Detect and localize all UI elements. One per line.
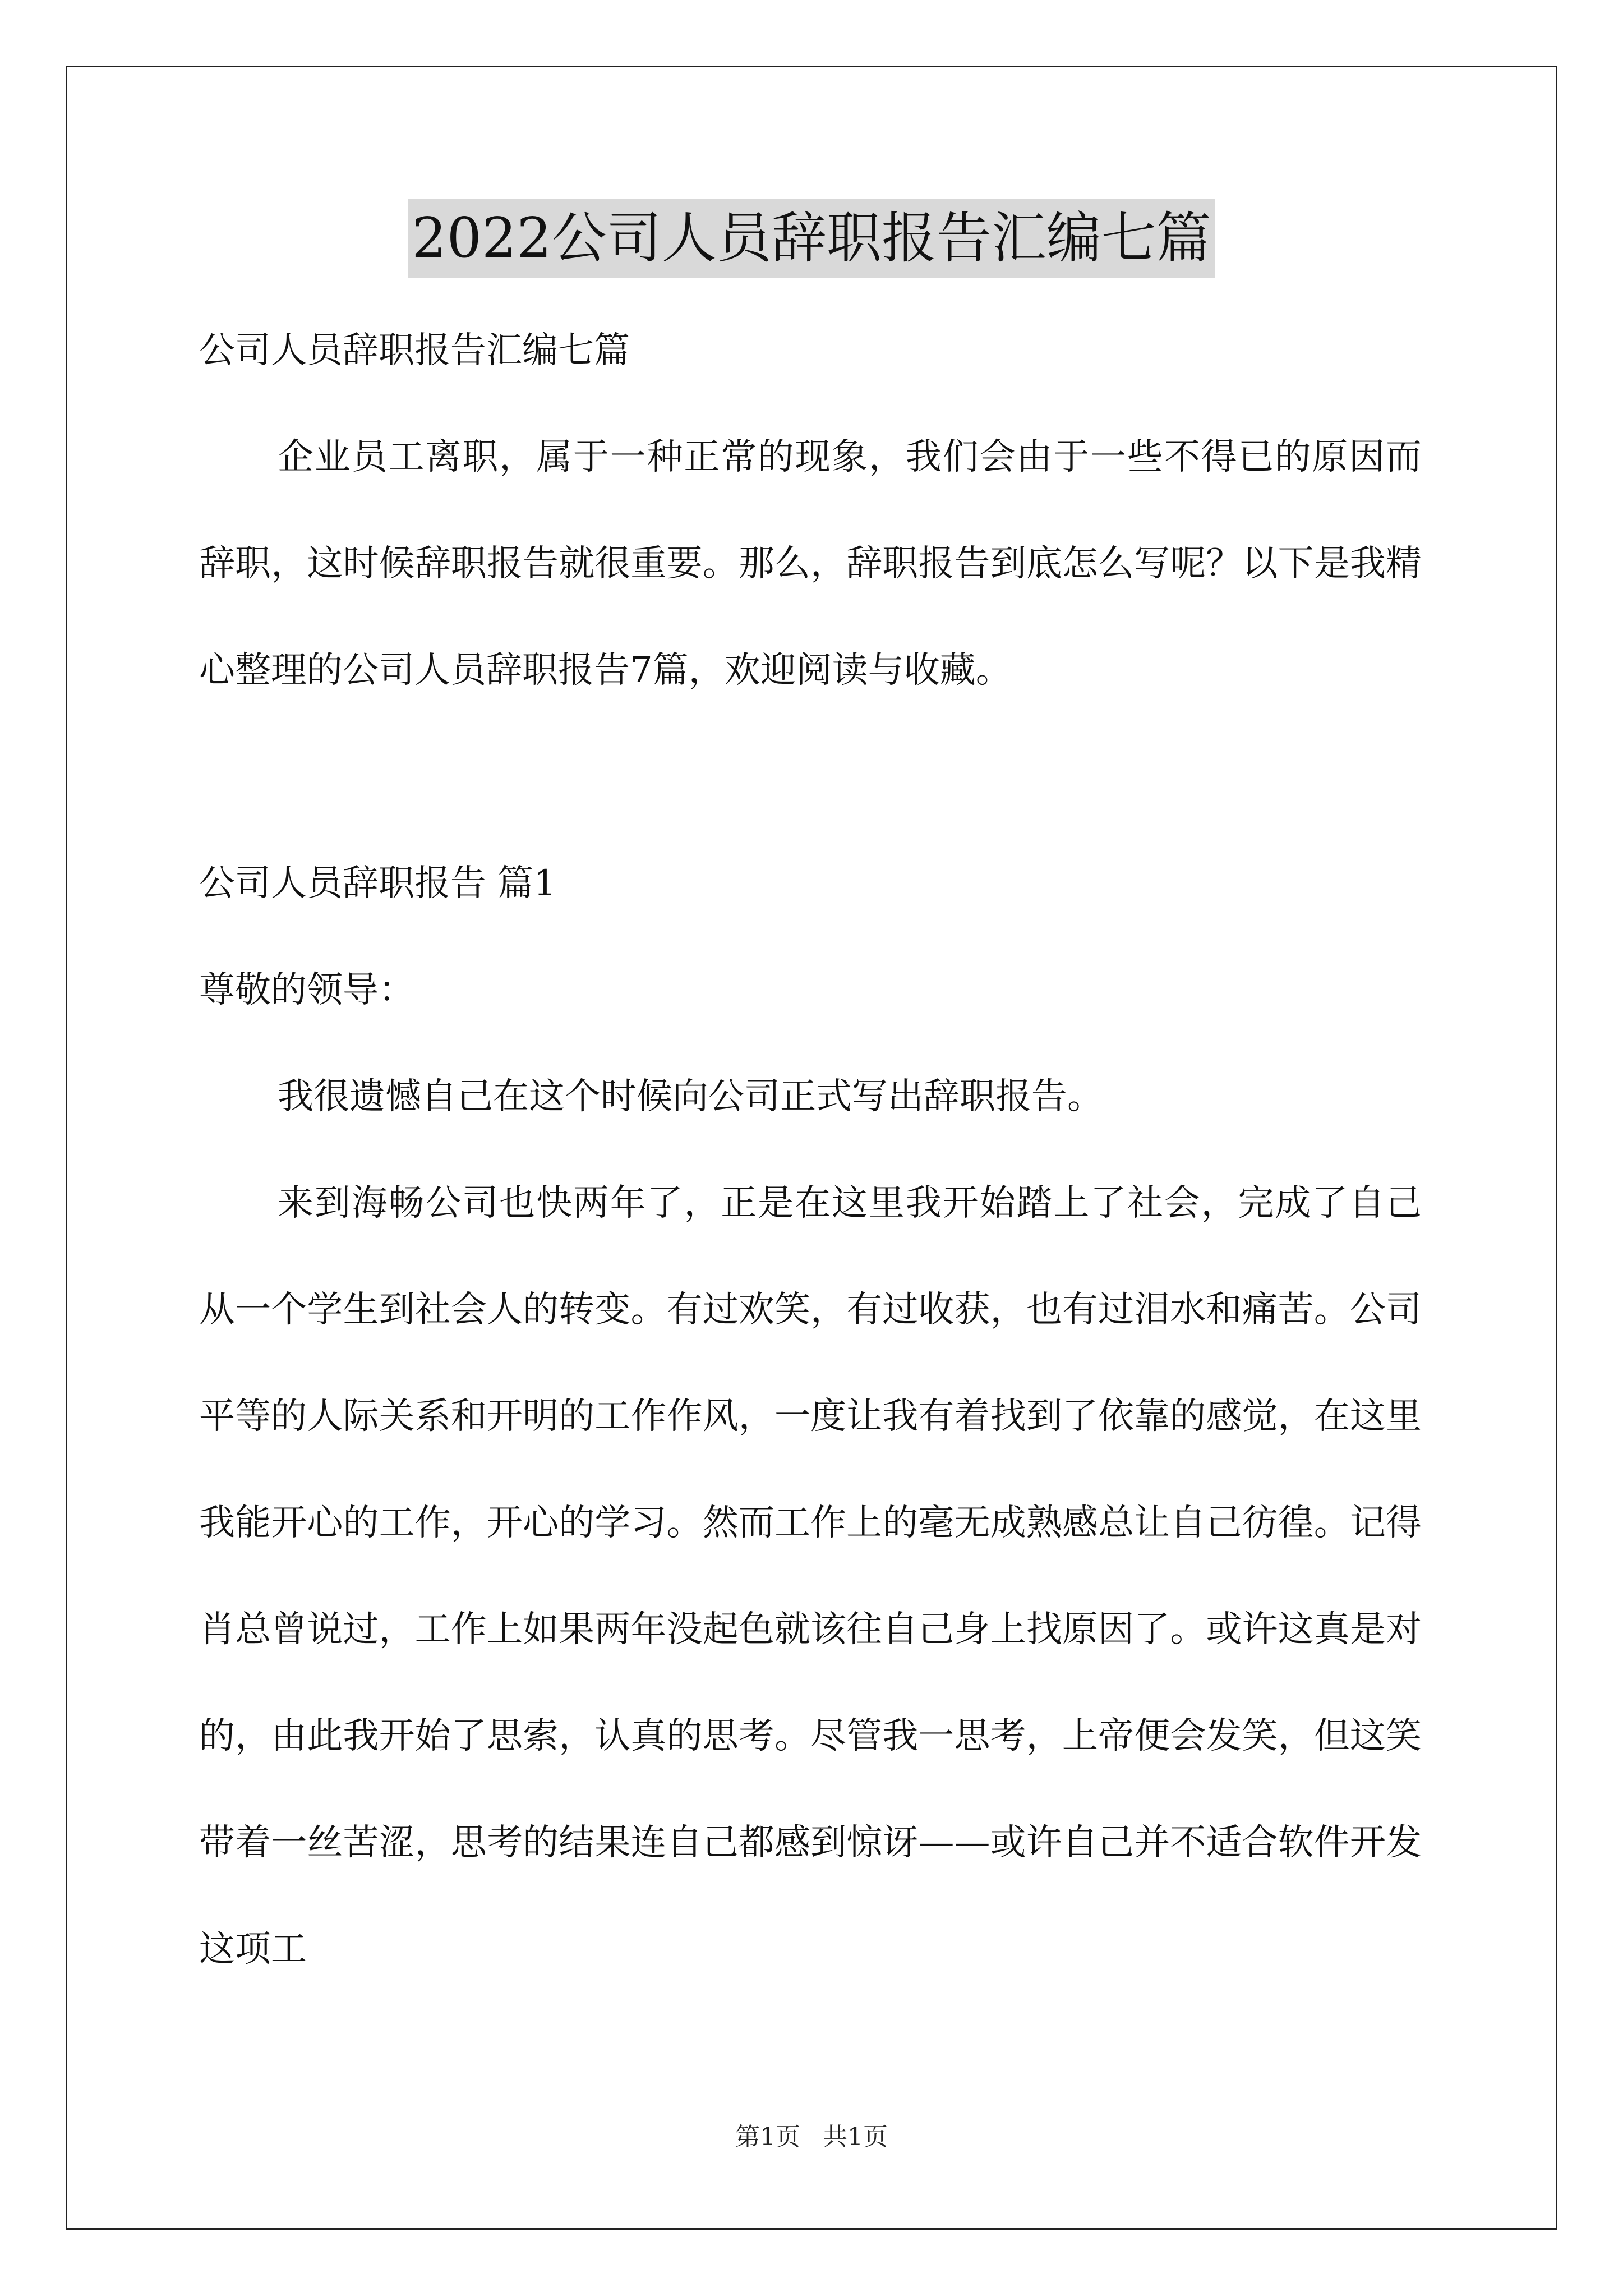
section-heading: 公司人员辞职报告 篇1 xyxy=(199,863,557,904)
page-number: 第1页 xyxy=(735,2123,800,2151)
page-footer xyxy=(0,2120,1623,2154)
title-container xyxy=(0,199,1623,278)
body-paragraph-2: 来到海畅公司也快两年了，正是在这里我开始踏上了社会，完成了自己从一个学生到社会人的转变。有过欢笑，有过收获，也有过泪水和痛苦。公司平等的人际关系和开明的工作作风，一度让我有着找到了依靠的感觉，在这里我能开心的工作，开心的学习。然而工作上的毫无成熟感总让自己彷徨。记得肖总曾说过，工作上如果两年没起色就该往自己身上找原因了。或许这真是对的，由此我开始了思索，认真的思考。尽管我一思考，上帝便会发笑，但这笑带着一丝苦涩，思考的结果连自己都感到惊讶——或许自己并不适合软件开发这项工 xyxy=(199,1182,1422,1970)
document-body xyxy=(199,297,1422,2003)
document-title: 2022公司人员辞职报告汇编七篇 xyxy=(408,199,1214,278)
document-subtitle: 公司人员辞职报告汇编七篇 xyxy=(199,330,630,371)
intro-paragraph: 企业员工离职，属于一种正常的现象，我们会由于一些不得已的原因而辞职，这时候辞职报告就很重要。那么，辞职报告到底怎么写呢？以下是我精心整理的公司人员辞职报告7篇，欢迎阅读与收藏。 xyxy=(199,436,1422,691)
salutation: 尊敬的领导： xyxy=(199,969,414,1011)
body-paragraph-1: 我很遗憾自己在这个时候向公司正式写出辞职报告。 xyxy=(278,1076,1103,1117)
page-total: 共1页 xyxy=(823,2123,888,2151)
